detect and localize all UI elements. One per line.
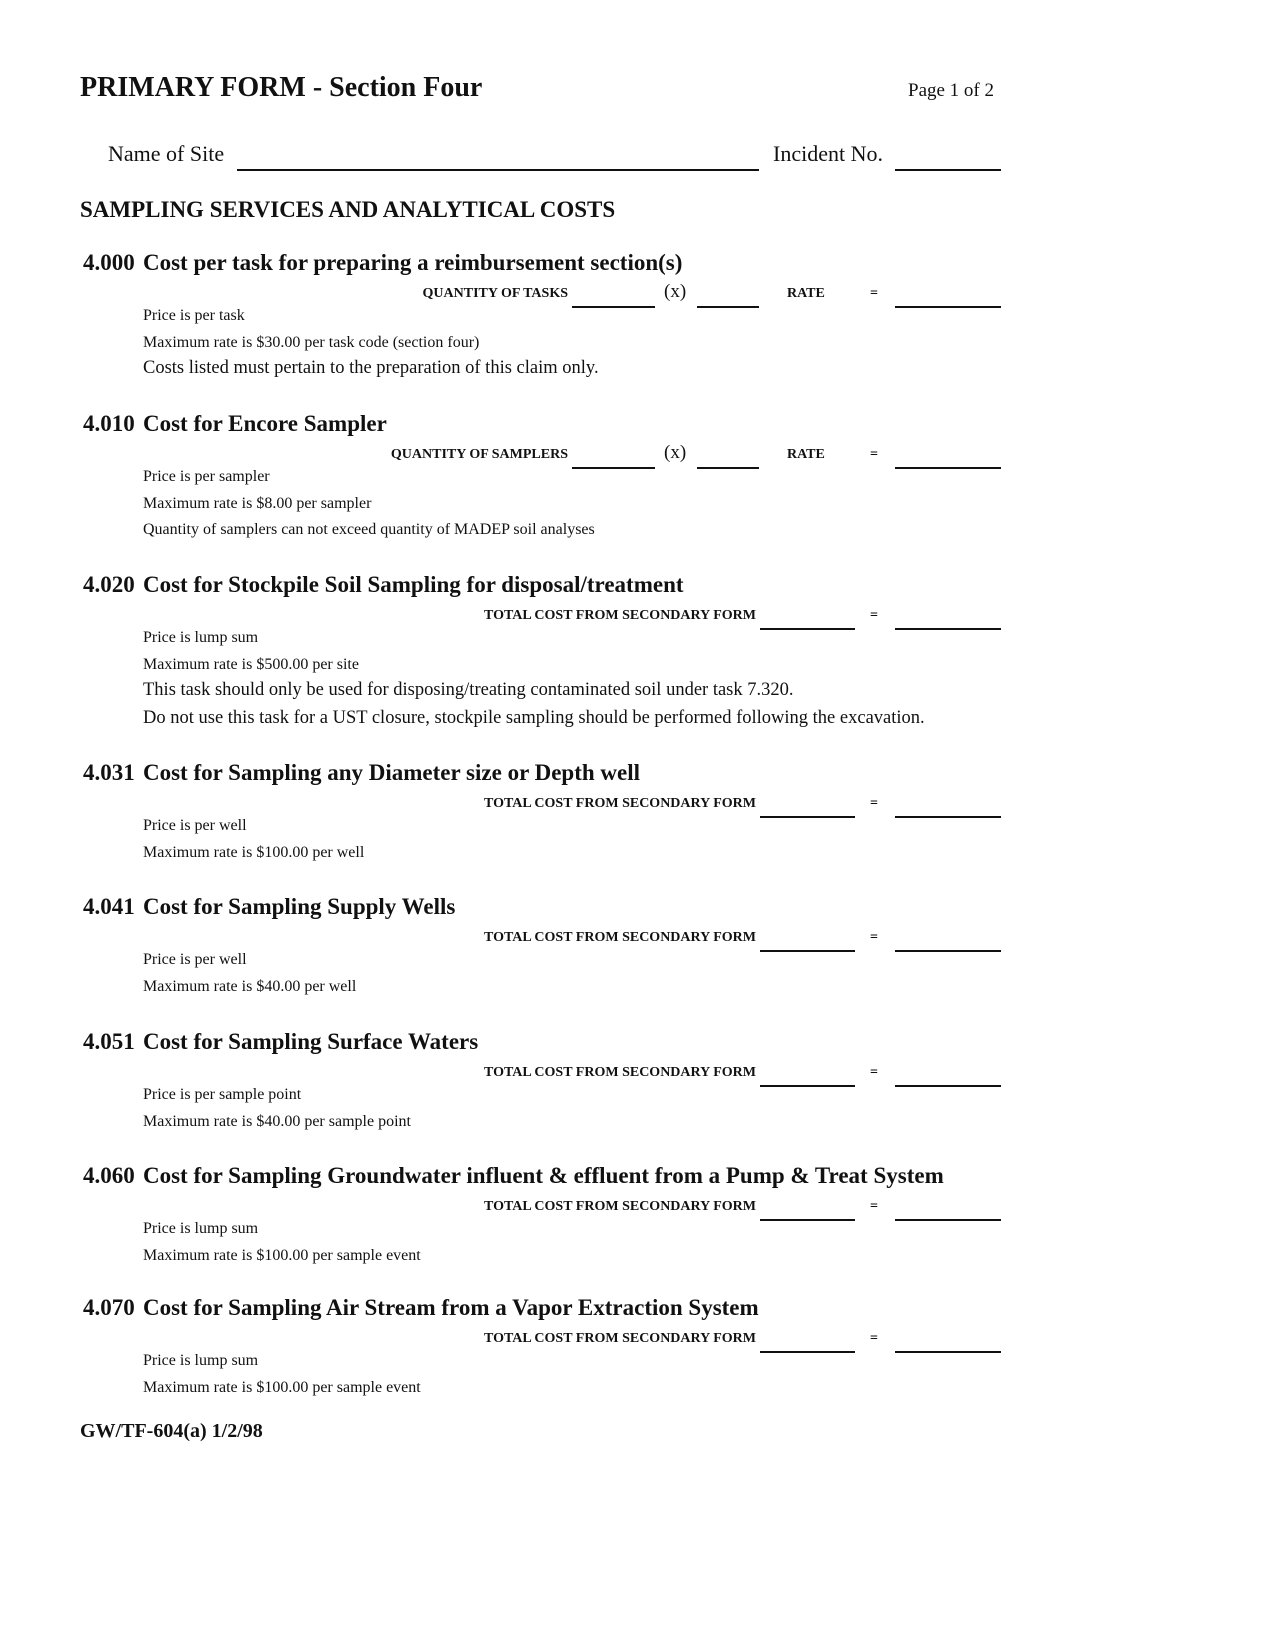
- total-cost-field[interactable]: [760, 628, 855, 630]
- task-note: Maximum rate is $40.00 per well: [143, 978, 357, 995]
- equals-sign: =: [870, 286, 878, 301]
- task-amount-field[interactable]: [895, 1085, 1001, 1087]
- quantity-field[interactable]: [572, 467, 655, 469]
- task-code: 4.020: [83, 572, 135, 597]
- task-amount-field[interactable]: [895, 1351, 1001, 1353]
- task-note: Price is lump sum: [143, 1220, 259, 1237]
- total-cost-label: TOTAL COST FROM SECONDARY FORM: [483, 796, 756, 811]
- task-title: Cost for Encore Sampler: [143, 411, 387, 436]
- equals-sign: =: [870, 447, 878, 462]
- task-note: Maximum rate is $8.00 per sampler: [143, 495, 372, 512]
- quantity-field[interactable]: [572, 306, 655, 308]
- task-code: 4.041: [83, 894, 135, 919]
- task-code: 4.000: [83, 250, 135, 275]
- task-title: Cost for Sampling Surface Waters: [143, 1029, 479, 1054]
- equals-sign: =: [870, 1065, 878, 1080]
- total-cost-label: TOTAL COST FROM SECONDARY FORM: [483, 1065, 756, 1080]
- equals-sign: =: [870, 796, 878, 811]
- task-title: Cost per task for preparing a reimbursement section(s): [143, 250, 683, 275]
- total-cost-label: TOTAL COST FROM SECONDARY FORM: [483, 930, 756, 945]
- task-amount-field[interactable]: [895, 628, 1001, 630]
- task-amount-field[interactable]: [895, 467, 1001, 469]
- task-title: Cost for Sampling any Diameter size or Depth well: [143, 760, 641, 785]
- section-heading: SAMPLING SERVICES AND ANALYTICAL COSTS: [80, 197, 616, 222]
- task-note: Maximum rate is $40.00 per sample point: [143, 1113, 411, 1130]
- multiply-sign: (x): [664, 442, 687, 463]
- rate-field[interactable]: [697, 467, 759, 469]
- rate-label: RATE: [787, 447, 825, 462]
- site-name-label: Name of Site: [108, 141, 225, 166]
- rate-field[interactable]: [697, 306, 759, 308]
- total-cost-field[interactable]: [760, 816, 855, 818]
- total-cost-field[interactable]: [760, 1219, 855, 1221]
- task-note: Do not use this task for a UST closure, stockpile sampling should be performed following the excavation.: [143, 708, 925, 728]
- equals-sign: =: [870, 608, 878, 623]
- task-note: Price is per well: [143, 951, 247, 968]
- total-cost-label: TOTAL COST FROM SECONDARY FORM: [483, 608, 756, 623]
- task-title: Cost for Stockpile Soil Sampling for disposal/treatment: [143, 572, 684, 597]
- task-note: Maximum rate is $100.00 per sample event: [143, 1247, 421, 1264]
- total-cost-label: TOTAL COST FROM SECONDARY FORM: [483, 1331, 756, 1346]
- multiply-sign: (x): [664, 281, 687, 302]
- task-code: 4.060: [83, 1163, 135, 1188]
- task-note: Costs listed must pertain to the preparation of this claim only.: [143, 358, 599, 378]
- incident-no-field[interactable]: [895, 169, 1001, 171]
- task-note: This task should only be used for disposing/treating contaminated soil under task 7.320.: [143, 680, 794, 700]
- task-note: Quantity of samplers can not exceed quantity of MADEP soil analyses: [143, 521, 595, 538]
- task-code: 4.070: [83, 1295, 135, 1320]
- form-code-footer: GW/TF-604(a) 1/2/98: [80, 1420, 263, 1442]
- task-note: Price is per sample point: [143, 1086, 302, 1103]
- task-note: Maximum rate is $30.00 per task code (section four): [143, 334, 480, 351]
- equals-sign: =: [870, 930, 878, 945]
- total-cost-label: TOTAL COST FROM SECONDARY FORM: [483, 1199, 756, 1214]
- task-note: Price is per well: [143, 817, 247, 834]
- task-note: Price is per task: [143, 307, 245, 324]
- site-name-field[interactable]: [237, 169, 759, 171]
- form-title: PRIMARY FORM - Section Four: [80, 72, 483, 103]
- task-code: 4.051: [83, 1029, 135, 1054]
- task-code: 4.031: [83, 760, 135, 785]
- incident-no-label: Incident No.: [773, 141, 883, 166]
- task-title: Cost for Sampling Air Stream from a Vapor Extraction System: [143, 1295, 759, 1320]
- total-cost-field[interactable]: [760, 1351, 855, 1353]
- equals-sign: =: [870, 1199, 878, 1214]
- task-note: Maximum rate is $100.00 per sample event: [143, 1379, 421, 1396]
- task-code: 4.010: [83, 411, 135, 436]
- task-amount-field[interactable]: [895, 1219, 1001, 1221]
- task-note: Maximum rate is $100.00 per well: [143, 844, 365, 861]
- equals-sign: =: [870, 1331, 878, 1346]
- quantity-label: QUANTITY OF SAMPLERS: [390, 447, 568, 462]
- task-note: Price is per sampler: [143, 468, 270, 485]
- total-cost-field[interactable]: [760, 950, 855, 952]
- task-amount-field[interactable]: [895, 950, 1001, 952]
- task-amount-field[interactable]: [895, 816, 1001, 818]
- task-title: Cost for Sampling Groundwater influent & effluent from a Pump & Treat System: [143, 1163, 944, 1188]
- task-title: Cost for Sampling Supply Wells: [143, 894, 456, 919]
- rate-label: RATE: [787, 286, 825, 301]
- task-note: Maximum rate is $500.00 per site: [143, 656, 359, 673]
- task-note: Price is lump sum: [143, 629, 259, 646]
- total-cost-field[interactable]: [760, 1085, 855, 1087]
- page-number: Page 1 of 2: [908, 80, 995, 101]
- task-amount-field[interactable]: [895, 306, 1001, 308]
- quantity-label: QUANTITY OF TASKS: [422, 286, 568, 301]
- task-note: Price is lump sum: [143, 1352, 259, 1369]
